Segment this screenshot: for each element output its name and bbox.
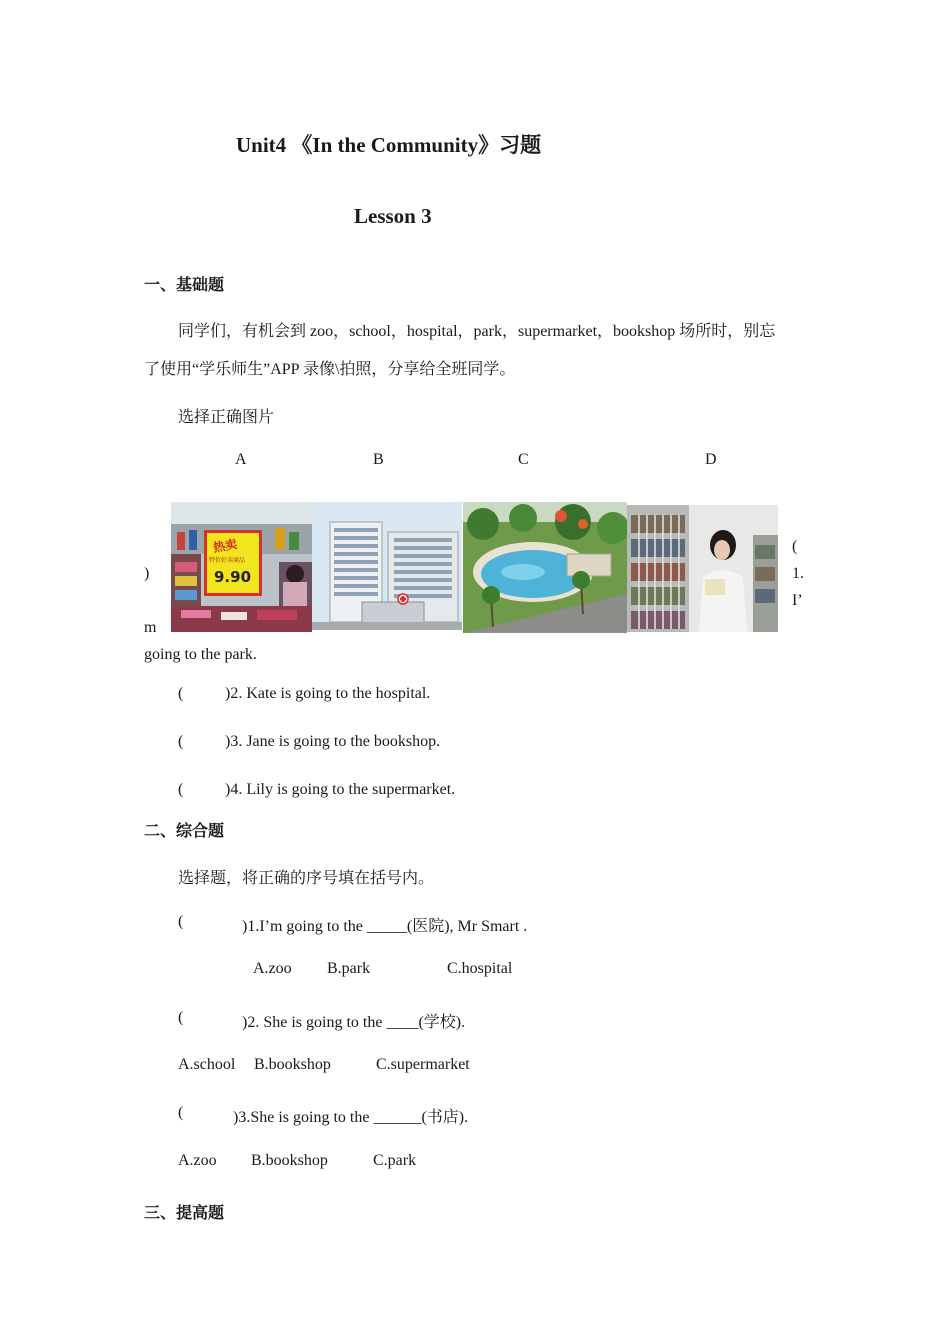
mc2-question: )2. She is going to the ____(学校). [242, 1014, 466, 1031]
mc1-option-c: C.hospital [447, 960, 513, 977]
picture-label-b: B [373, 451, 384, 468]
mc3-question: )3.She is going to the ______(书店). [233, 1109, 469, 1126]
sale-sign-top: 热卖 [212, 537, 239, 555]
q4-paren: ( [178, 781, 184, 798]
picture-label-a: A [235, 451, 247, 468]
mc1-paren: ( [178, 913, 184, 930]
sale-sign-subtitle: 特价好卖商品 [209, 557, 246, 564]
mc2-option-b: B.bookshop [254, 1056, 331, 1073]
lesson-title: Lesson 3 [354, 204, 432, 228]
picture-label-d: D [705, 451, 717, 468]
q4-text: )4. Lily is going to the supermarket. [225, 781, 456, 798]
mc1-option-b: B.park [327, 960, 371, 977]
sale-sign-price: 9.90 [214, 568, 252, 586]
park-picture [463, 502, 627, 633]
bookshop-picture [627, 505, 778, 632]
q1-number: 1. [792, 565, 804, 582]
q1-paren-close: ) [144, 565, 150, 582]
q1-fragment-i: I’ [792, 592, 803, 609]
q2-text: )2. Kate is going to the hospital. [225, 685, 431, 702]
supermarket-picture [171, 502, 312, 632]
q1-fragment-m: m [144, 619, 157, 636]
section-heading-advanced: 三、提高题 [144, 1203, 225, 1222]
instruction-multiple-choice: 选择题，将正确的序号填在括号内。 [178, 870, 435, 887]
mc2-option-a: A.school [178, 1056, 236, 1073]
q3-paren: ( [178, 733, 184, 750]
mc3-option-c: C.park [373, 1152, 417, 1169]
mc3-paren: ( [178, 1104, 184, 1121]
mc1-option-a: A.zoo [253, 960, 292, 977]
intro-line-2: 了使用“学乐师生”APP 录像\拍照，分享给全班同学。 [144, 361, 516, 378]
q3-text: )3. Jane is going to the bookshop. [225, 733, 441, 750]
q2-paren: ( [178, 685, 184, 702]
page-title: Unit4 《In the Community》习题 [236, 133, 542, 157]
q1-paren-open: ( [792, 538, 798, 555]
intro-line-1: 同学们，有机会到 zoo，school，hospital，park，supermarket，bookshop 场所时，别忘 [178, 323, 776, 340]
instruction-choose-picture: 选择正确图片 [178, 409, 275, 426]
mc2-option-c: C.supermarket [376, 1056, 470, 1073]
mc3-option-b: B.bookshop [251, 1152, 328, 1169]
section-heading-basic: 一、基础题 [144, 275, 225, 294]
sale-sign [204, 530, 262, 596]
mc2-paren: ( [178, 1009, 184, 1026]
mc3-option-a: A.zoo [178, 1152, 217, 1169]
hospital-picture [312, 502, 462, 630]
section-heading-comprehensive: 二、综合题 [144, 821, 225, 840]
q1-rest: going to the park. [144, 646, 257, 663]
picture-label-c: C [518, 451, 529, 468]
mc1-question: )1.I’m going to the _____(医院), Mr Smart . [242, 918, 528, 935]
